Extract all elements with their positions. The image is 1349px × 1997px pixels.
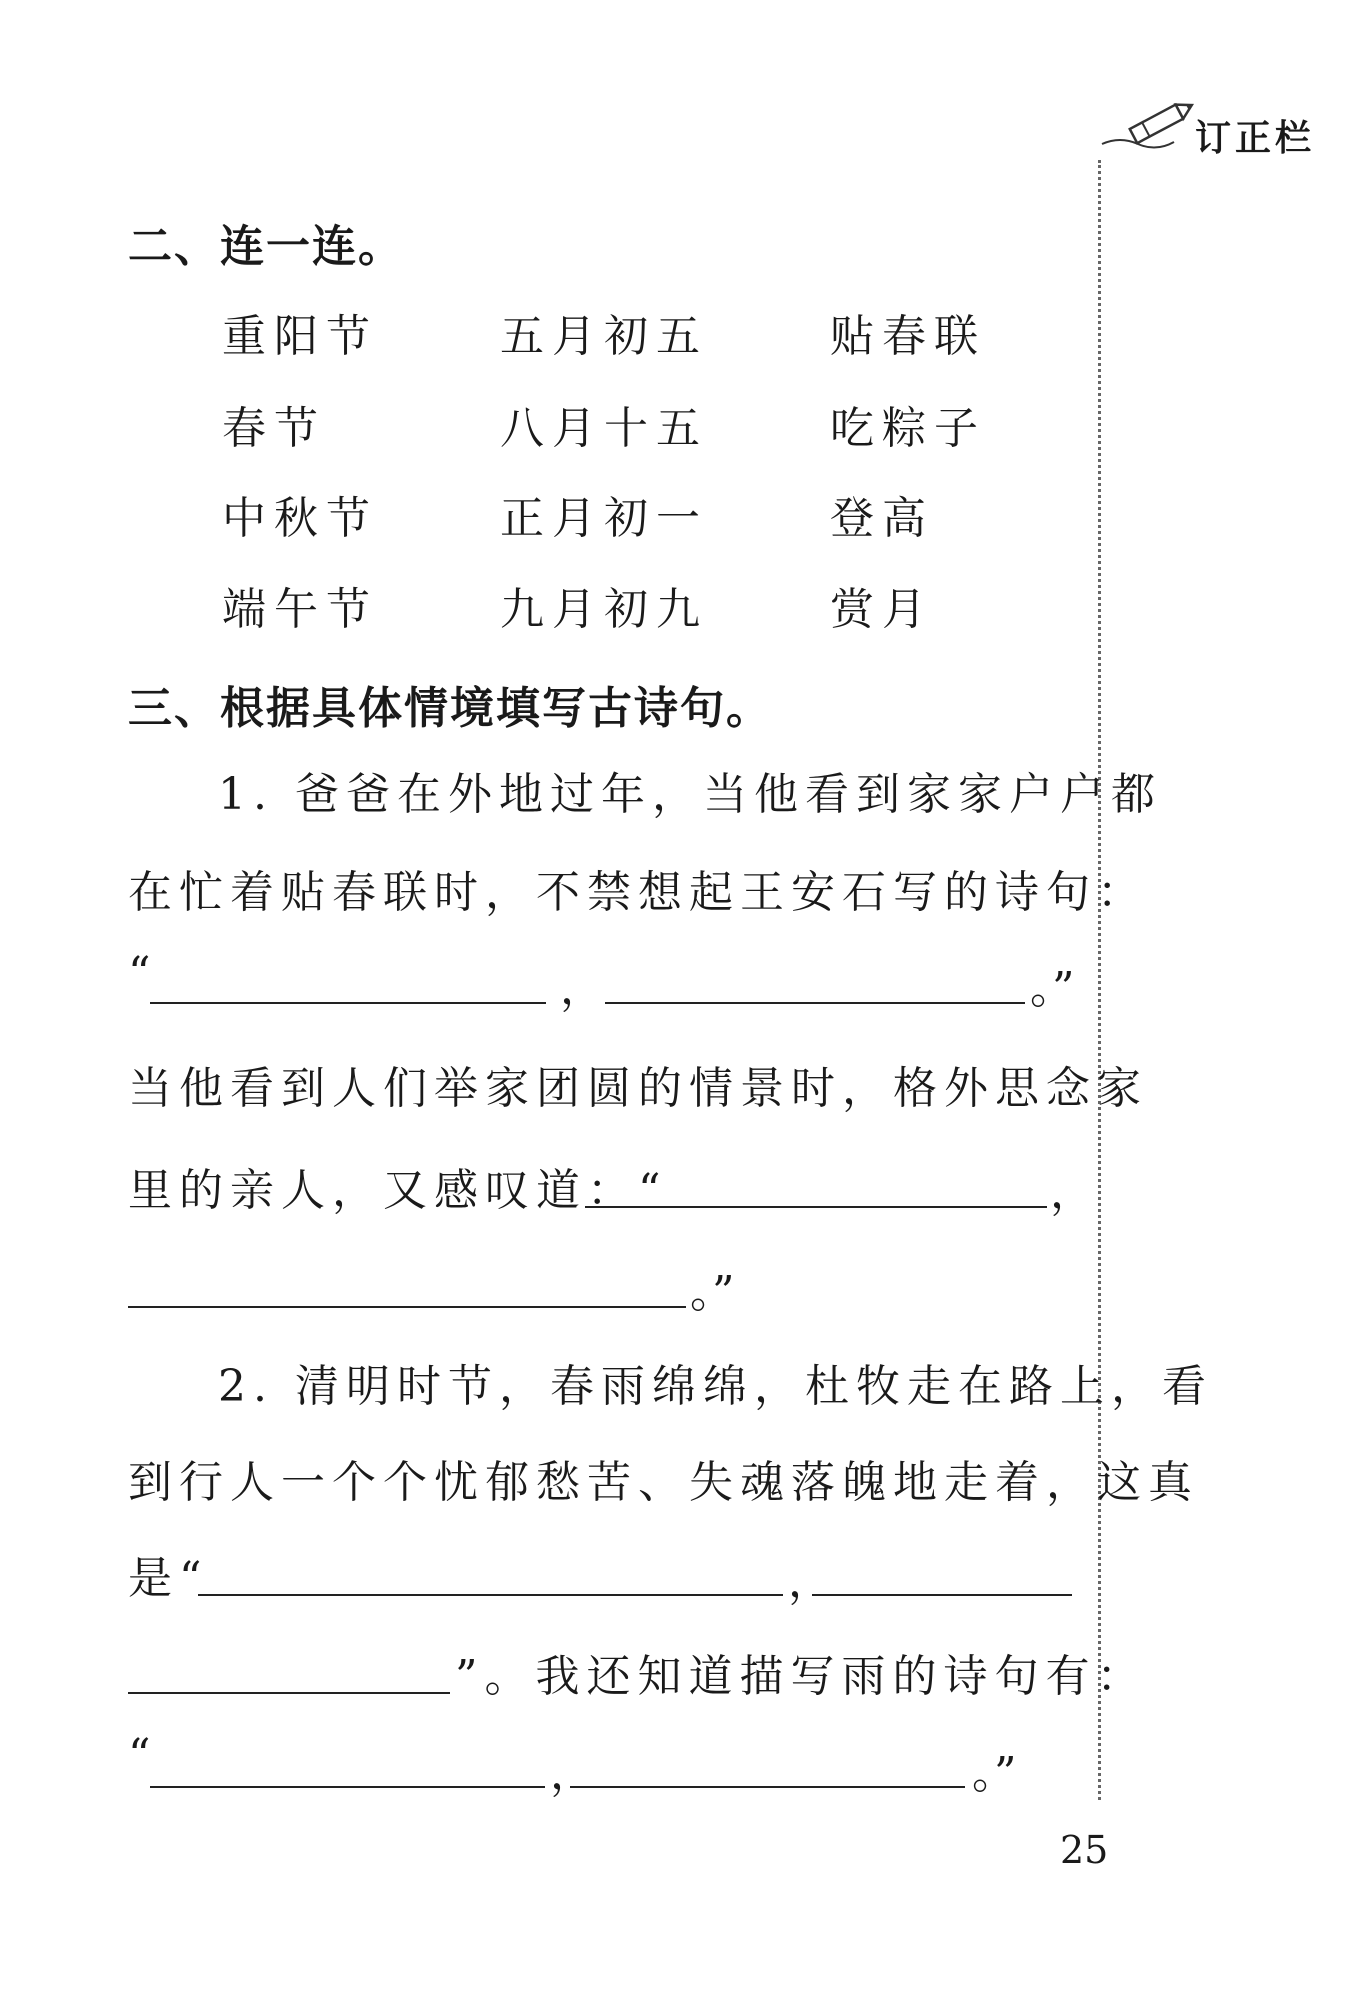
custom-item: 登高: [830, 493, 934, 544]
q1-blank-3[interactable]: [585, 1206, 1047, 1208]
q1-comma2: ，: [1050, 1167, 1094, 1218]
date-item: 五月初五: [500, 311, 708, 362]
q1-comma: ，: [560, 963, 604, 1014]
q1-blank-4[interactable]: [128, 1306, 686, 1308]
q1-open-quote: “: [128, 948, 151, 999]
q2-close: 。”: [972, 1748, 1017, 1799]
q1-line2: 在忙着贴春联时，不禁想起王安石写的诗句：: [128, 867, 1148, 918]
q2-comma: ，: [788, 1556, 832, 1607]
q2-blank-5[interactable]: [570, 1786, 965, 1788]
festival-item: 中秋节: [222, 493, 378, 544]
q2-blank-1[interactable]: [198, 1594, 783, 1596]
q2-line3-prefix: 是“: [128, 1553, 209, 1604]
q2-comma2: ，: [550, 1748, 594, 1799]
q1-line4: 当他看到人们举家团圆的情景时，格外思念家: [128, 1063, 1148, 1114]
festival-item: 重阳节: [222, 311, 378, 362]
q2-line1: 2. 清明时节，春雨绵绵，杜牧走在路上，看: [218, 1361, 1213, 1412]
date-item: 九月初九: [500, 584, 708, 635]
q1-line5: 里的亲人，又感叹道：“: [128, 1165, 668, 1216]
q1-line1: 1. 爸爸在外地过年，当他看到家家户户都: [218, 769, 1162, 820]
q1-close2: 。”: [690, 1267, 735, 1318]
sidebar-title: 订正栏: [1195, 118, 1316, 159]
q2-open-quote: “: [128, 1730, 151, 1781]
festival-item: 端午节: [222, 584, 378, 635]
custom-item: 吃粽子: [830, 403, 986, 454]
page-number: 25: [1060, 1828, 1109, 1872]
q2-blank-3[interactable]: [128, 1692, 450, 1694]
custom-item: 赏月: [830, 584, 934, 635]
q1-close: 。”: [1030, 963, 1075, 1014]
festival-item: 春节: [222, 403, 326, 454]
sidebar-divider: [1098, 160, 1101, 1800]
q1-blank-1[interactable]: [150, 1002, 546, 1004]
q2-blank-4[interactable]: [150, 1786, 545, 1788]
q2-line4-suffix: ”。我还知道描写雨的诗句有：: [455, 1651, 1148, 1702]
date-item: 八月十五: [500, 403, 708, 454]
date-item: 正月初一: [500, 493, 708, 544]
section3-heading: 三、根据具体情境填写古诗句。: [128, 683, 772, 734]
q1-blank-2[interactable]: [605, 1002, 1025, 1004]
section2-heading: 二、连一连。: [128, 221, 404, 272]
custom-item: 贴春联: [830, 311, 986, 362]
q2-blank-2[interactable]: [812, 1594, 1072, 1596]
q2-line2: 到行人一个个忧郁愁苦、失魂落魄地走着，这真: [128, 1457, 1199, 1508]
pencil-icon: [1100, 92, 1210, 152]
